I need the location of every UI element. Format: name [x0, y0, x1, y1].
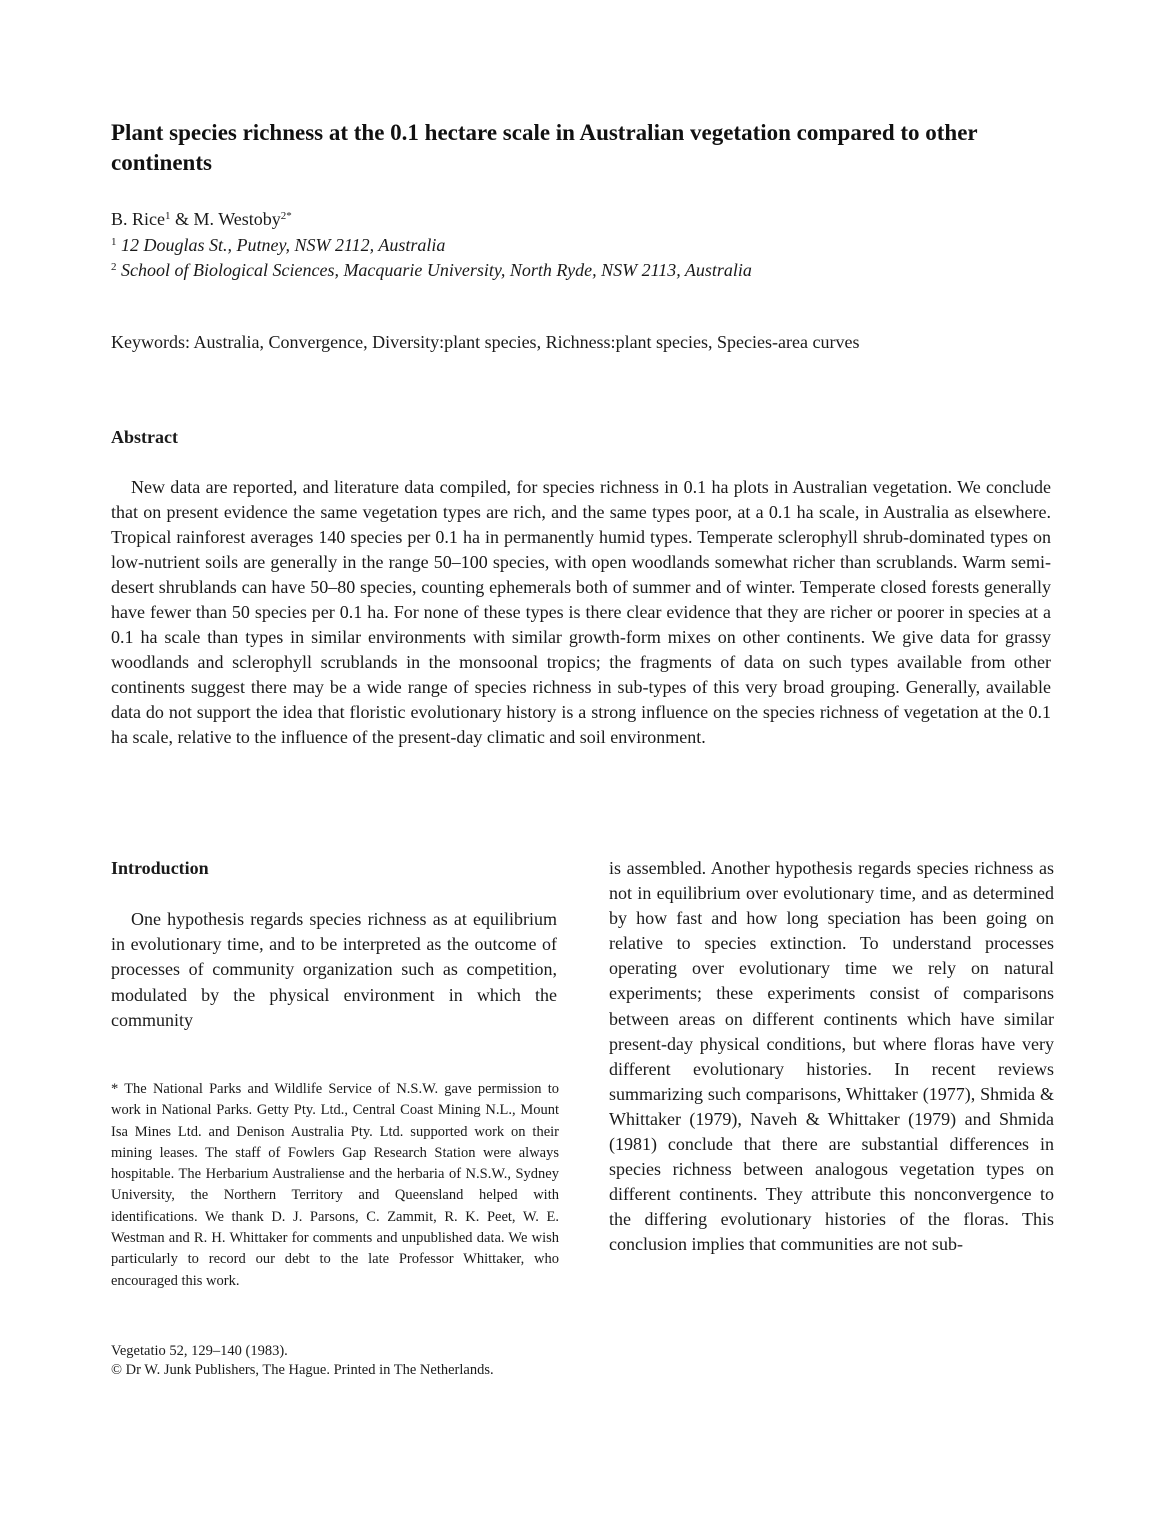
affiliation-2 [111, 255, 752, 283]
journal-citation [111, 1342, 494, 1380]
citation-line: Vegetatio 52, 129–140 (1983). [111, 1343, 288, 1359]
introduction-heading: Introduction [111, 858, 209, 878]
author-name: M. Westoby [193, 209, 281, 229]
affiliation-mark: 2 [111, 261, 117, 273]
affiliation-text: School of Biological Sciences, Macquarie University, North Ryde, NSW 2113, Australia [121, 260, 752, 280]
introduction-left-column: One hypothesis regards species richness as at equilibrium in evolutionary time, and to be interpreted as the outcome of processes of community organization such as competition, modulated by the physical environment in which the community [111, 909, 557, 1030]
affiliation-text: 12 Douglas St., Putney, NSW 2112, Australia [121, 235, 446, 255]
affiliation-mark: 1 [111, 236, 117, 248]
paper-title: Plant species richness at the 0.1 hectare scale in Australian vegetation compared to other continents [111, 120, 978, 175]
keywords: Keywords: Australia, Convergence, Diversity:plant species, Richness:plant species, Species-area curves [111, 332, 860, 352]
introduction-right-column: is assembled. Another hypothesis regards species richness as not in equilibrium over evolutionary time, and as determined by how fast and how long speciation has been going on relative to species extinction. To understand processes operating over evolutionary time we rely on natural experiments; these experiments consist of comparisons between areas on different continents which have similar present-day physical conditions, but where floras have very different evolutionary histories. In recent reviews summarizing such comparisons, Whittaker (1977), Shmida & Whittaker (1979), Naveh & Whittaker (1979) and Shmida (1981) conclude that there are substantial differences in species richness between analogous vegetation types on different continents. They attribute this nonconvergence to the differing evolutionary histories of the floras. This conclusion implies that communities are not sub- [609, 858, 1054, 1255]
author-line [111, 204, 292, 232]
abstract-heading: Abstract [111, 427, 178, 447]
author-name: B. Rice [111, 209, 165, 229]
affiliation-mark: 2* [280, 210, 292, 222]
acknowledgement-footnote: * The National Parks and Wildlife Service of N.S.W. gave permission to work in National Parks. Getty Pty. Ltd., Central Coast Mining N.L., Mount Isa Mines Ltd. and Denison Australia Pty. Ltd. supported work on their mining leases. The staff of Fowlers Gap Research Station were always hospitable. The Herbarium Australiense and the herbaria of N.S.W., Sydney University, the Northern Territory and Queensland helped with identifications. We thank D. J. Parsons, C. Zammit, R. K. Peet, W. E. Westman and R. H. Whittaker for comments and unpublished data. We wish particularly to record our debt to the late Professor Whittaker, who encouraged this work. [111, 1081, 559, 1289]
affiliation-1 [111, 230, 445, 258]
copyright-line: © Dr W. Junk Publishers, The Hague. Printed in The Netherlands. [111, 1362, 494, 1378]
abstract-text: New data are reported, and literature data compiled, for species richness in 0.1 ha plots in Australian vegetation. We conclude that on present evidence the same vegetation types are rich, and the same types poor, at a 0.1 ha scale, in Australia as elsewhere. Tropical rainforest averages 140 species per 0.1 ha in permanently humid types. Temperate sclerophyll shrub-dominated types on low-nutrient soils are generally in the range 50–100 species, with open woodlands somewhat richer than scrublands. Warm semi-desert shrublands can have 50–80 species, counting ephemerals both of summer and of winter. Temperate closed forests generally have fewer than 50 species per 0.1 ha. For none of these types is there clear evidence that they are richer or poorer in species at a 0.1 ha scale than types in similar environments with similar growth-form mixes on other continents. We give data for grassy woodlands and sclerophyll scrublands in the monsoonal tropics; the fragments of data on such types available from other continents suggest there may be a wide range of species richness in sub-types of this very broad grouping. Generally, available data do not support the idea that floristic evolutionary history is a strong influence on the species richness of vegetation at the 0.1 ha scale, relative to the influence of the present-day climatic and soil environment. [111, 477, 1051, 747]
affiliation-mark: 1 [165, 210, 171, 222]
author-joiner: & [170, 209, 194, 229]
